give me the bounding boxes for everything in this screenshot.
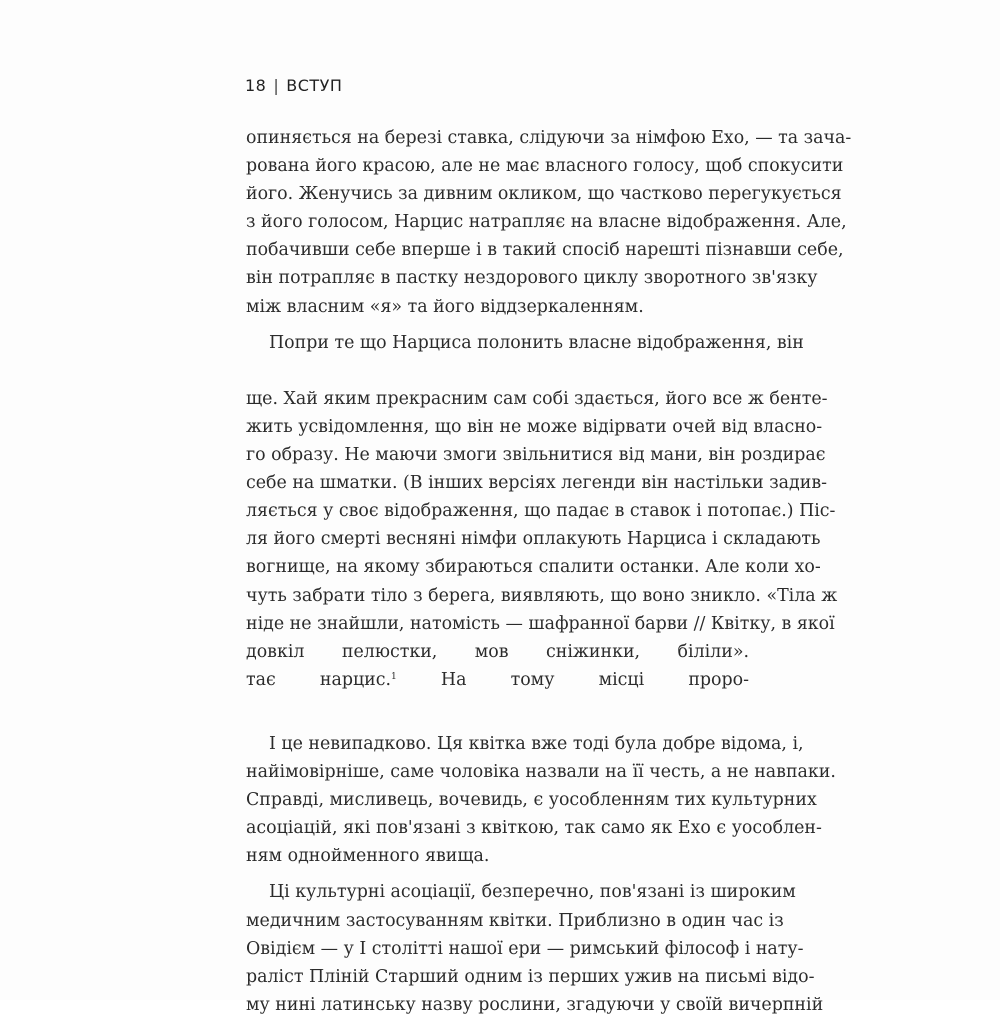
text-line: побачивши себе вперше і в такий спосіб нарешті пізнавши себе, — [246, 240, 844, 261]
text-line: з його голосом, Нарцис натрапляє на власне відображення. Але, — [246, 212, 847, 233]
body-text — [246, 124, 852, 1019]
running-head-separator: | — [273, 76, 280, 95]
paragraph — [246, 329, 838, 722]
text-line: довкіл пелюстки, мов сніжинки, біліли». — [246, 641, 749, 662]
paragraph — [246, 878, 824, 1018]
text-line: го образу. Не маючи змоги звільнитися від мани, він роздирає — [246, 445, 826, 466]
text-line: І це невипадково. Ця квітка вже тоді була добре відома, і, — [269, 733, 804, 754]
text-line-with-footnote — [246, 666, 749, 694]
paragraph — [246, 124, 852, 321]
text-line: чуть забрати тіло з берега, виявляють, що воно зникло. «Тіла ж — [246, 585, 838, 606]
text-line: він потрапляє в пастку нездорового циклу зворотного зв'язку — [246, 268, 818, 289]
text-line — [246, 357, 749, 385]
text-line: найімовірніше, саме чоловіка назвали на її честь, а не навпаки. — [246, 762, 836, 783]
text-line: Овідієм — у І столітті нашої ери — римський філософ і нату- — [246, 938, 804, 959]
text-line: жить усвідомлення, що він не може відірвати очей від власно- — [246, 416, 823, 437]
text-line: рована його красою, але не має власного голосу, щоб спокусити — [246, 156, 844, 177]
paragraph — [246, 730, 836, 870]
text-line: ням однойменного явища. — [246, 846, 490, 867]
text-line: ляється у своє відображення, що падає в ставок і потопає.) Піс- — [246, 501, 836, 522]
footnote-reference[interactable]: 1 — [391, 671, 397, 682]
section-title: ВСТУП — [286, 76, 343, 95]
text-line: ніде не знайшли, натомість — шафранної барви // Квітку, в якої — [246, 613, 835, 634]
running-head — [245, 76, 342, 95]
text-line: Справді, мисливець, вочевидь, є уособленням тих культурних — [246, 790, 817, 811]
line-tail: На тому місці проро- — [396, 669, 749, 690]
quote-end: тає нарцис. — [246, 669, 392, 690]
text-line: його. Женучись за дивним окликом, що частково перегукується — [246, 184, 842, 205]
page-number: 18 — [245, 76, 267, 95]
text-line: вогнище, на якому збираються спалити останки. Але коли хо- — [246, 557, 821, 578]
text-line: опиняється на березі ставка, слідуючи за німфою Ехо, — та зача- — [246, 128, 852, 148]
text-line: му нині латинську назву рослини, згадуючи у своїй вичерпній — [246, 994, 824, 1015]
text-line: Ці культурні асоціації, безперечно, пов'язані із широким — [269, 882, 796, 903]
text-line: Попри те що Нарциса полонить власне відображення, він — [269, 332, 804, 353]
text-line: раліст Пліній Старший одним із перших ужив на письмі відо- — [246, 966, 815, 987]
text-line — [246, 694, 749, 722]
text-line: ля його смерті весняні німфи оплакують Нарциса і складають — [246, 529, 821, 550]
text-line: між власним «я» та його віддзеркаленням. — [246, 296, 644, 317]
text-line: медичним застосуванням квітки. Приблизно в один час із — [246, 910, 784, 931]
text-line: асоціацій, які пов'язані з квіткою, так само як Ехо є уособлен- — [246, 818, 822, 839]
text-line: ще. Хай яким прекрасним сам собі здається, його все ж бенте- — [246, 388, 828, 409]
text-line: себе на шматки. (В інших версіях легенди він настільки задив- — [246, 473, 828, 494]
